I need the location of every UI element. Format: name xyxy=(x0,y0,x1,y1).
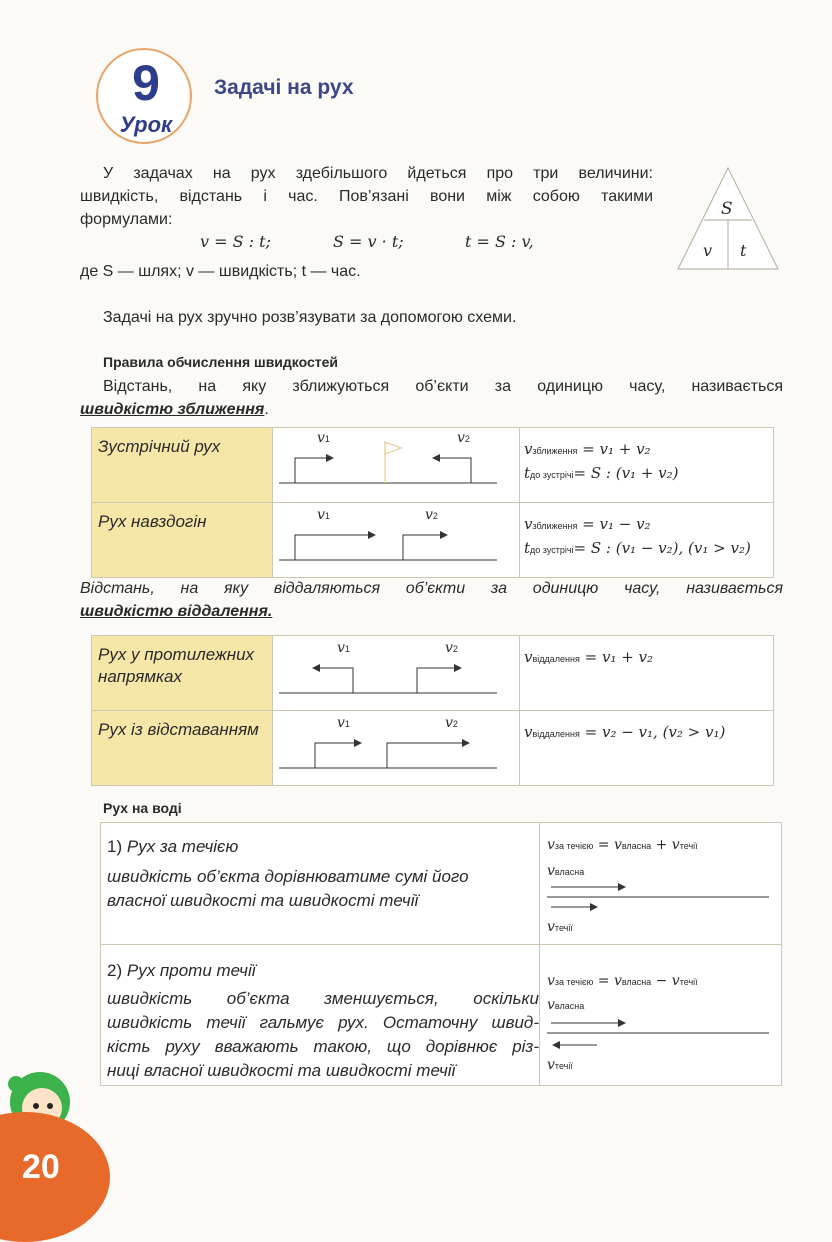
formula-distance: S = v · t; xyxy=(333,232,404,251)
downstream-desc-1: швидкість об’єкта дорівнюватиме сумі його xyxy=(107,867,469,886)
upstream-diagram xyxy=(547,1015,771,1055)
separation-term: швидкістю віддалення. xyxy=(80,603,273,620)
lesson-number: 9 xyxy=(132,55,160,111)
downstream-formula: vза течією = vвласна + vтечії xyxy=(547,837,698,853)
upstream-title: Рух проти течії xyxy=(126,961,256,980)
table-row xyxy=(92,503,774,578)
rules-heading: Правила обчислення швидкостей xyxy=(103,354,339,370)
approach-definition: Відстань, на яку зближуються об’єкти за одиницю часу, називається xyxy=(103,378,783,395)
formula-pursuit: vзближення = v₁ − v₂ tдо зустрічі= S : (v₁ − v₂), (v₁ > v₂) xyxy=(520,503,774,578)
downstream-diagram xyxy=(547,879,771,915)
water-table: 1) Рух за течією швидкість об’єкта дорівнюватиме сумі його власної швидкості та швидкості течії vза течією = vвласна + vтечії vвласна vтечії 2) Рух проти течії швидкість об’єкта зменшується, оскільки швидкість течії гальмує рух. Остаточну швид- кість руху вважають такою, що дорівнює різ- ниці власної швидкості та швидкості течії vза течією = vвласна − vтечії vвласна vтечії xyxy=(100,822,782,1086)
separation-definition: Відстань, на яку віддаляються об’єкти за одиницю часу, називається xyxy=(80,580,783,597)
formula-time: t = S : v, xyxy=(465,232,534,251)
approach-table xyxy=(91,427,774,578)
intro-line-3: формулами: xyxy=(80,211,173,228)
triangle-s: S xyxy=(721,199,733,219)
table-row xyxy=(92,711,774,786)
separation-table xyxy=(91,635,774,786)
diagram-lagging: v1 v2 xyxy=(273,711,520,786)
formula-speed: v = S : t; xyxy=(200,232,271,251)
triangle-scheme xyxy=(676,166,780,272)
row-label: Зустрічний рух xyxy=(92,428,273,503)
diagram-opposite: v1 v2 xyxy=(273,636,520,711)
lesson-word: Урок xyxy=(119,112,173,137)
upstream-formula: vза течією = vвласна − vтечії xyxy=(547,973,698,989)
scheme-note: Задачі на рух зручно розв’язувати за допомогою схеми. xyxy=(103,309,517,326)
page-number: 20 xyxy=(22,1148,60,1186)
row-label: Рух навздогін xyxy=(92,503,273,578)
lesson-title: Задачі на рух xyxy=(214,76,354,99)
intro-legend: де S — шлях; v — швидкість; t — час. xyxy=(80,263,361,280)
intro-line-1: У задачах на рух здебільшого йдеться про три величини: xyxy=(103,165,653,182)
downstream-desc-2: власної швидкості та швидкості течії xyxy=(107,891,419,910)
triangle-t: t xyxy=(740,241,747,260)
table-row xyxy=(92,636,774,711)
upstream-desc-2: швидкість течії гальмує рух. Остаточну швид- xyxy=(107,1013,539,1032)
upstream-desc-1: швидкість об’єкта зменшується, оскільки xyxy=(107,989,539,1008)
lesson-badge xyxy=(96,48,192,144)
intro-line-2: швидкість, відстань і час. Пов’язані вони між собою такими xyxy=(80,188,653,205)
downstream-title: Рух за течією xyxy=(126,837,239,856)
formula-opposite: vвіддалення = v₁ + v₂ xyxy=(520,636,774,711)
upstream-desc-4: ниці власної швидкості та швидкості течії xyxy=(107,1061,456,1080)
table-row xyxy=(92,428,774,503)
upstream-desc-3: кість руху вважають такою, що дорівнює різ- xyxy=(107,1037,539,1056)
formula-lagging: vвіддалення = v₂ − v₁, (v₂ > v₁) xyxy=(520,711,774,786)
diagram-meeting: v1 v2 xyxy=(273,428,520,503)
formula-meeting: vзближення = v₁ + v₂ tдо зустрічі= S : (v₁ + v₂) xyxy=(520,428,774,503)
water-heading: Рух на воді xyxy=(103,800,182,816)
row-label: Рух у протилежних напрямках xyxy=(92,636,273,711)
row-label: Рух із відставанням xyxy=(92,711,273,786)
approach-term: швидкістю зближення xyxy=(80,401,265,418)
diagram-pursuit: v1 v2 xyxy=(273,503,520,578)
triangle-v: v xyxy=(703,241,713,260)
